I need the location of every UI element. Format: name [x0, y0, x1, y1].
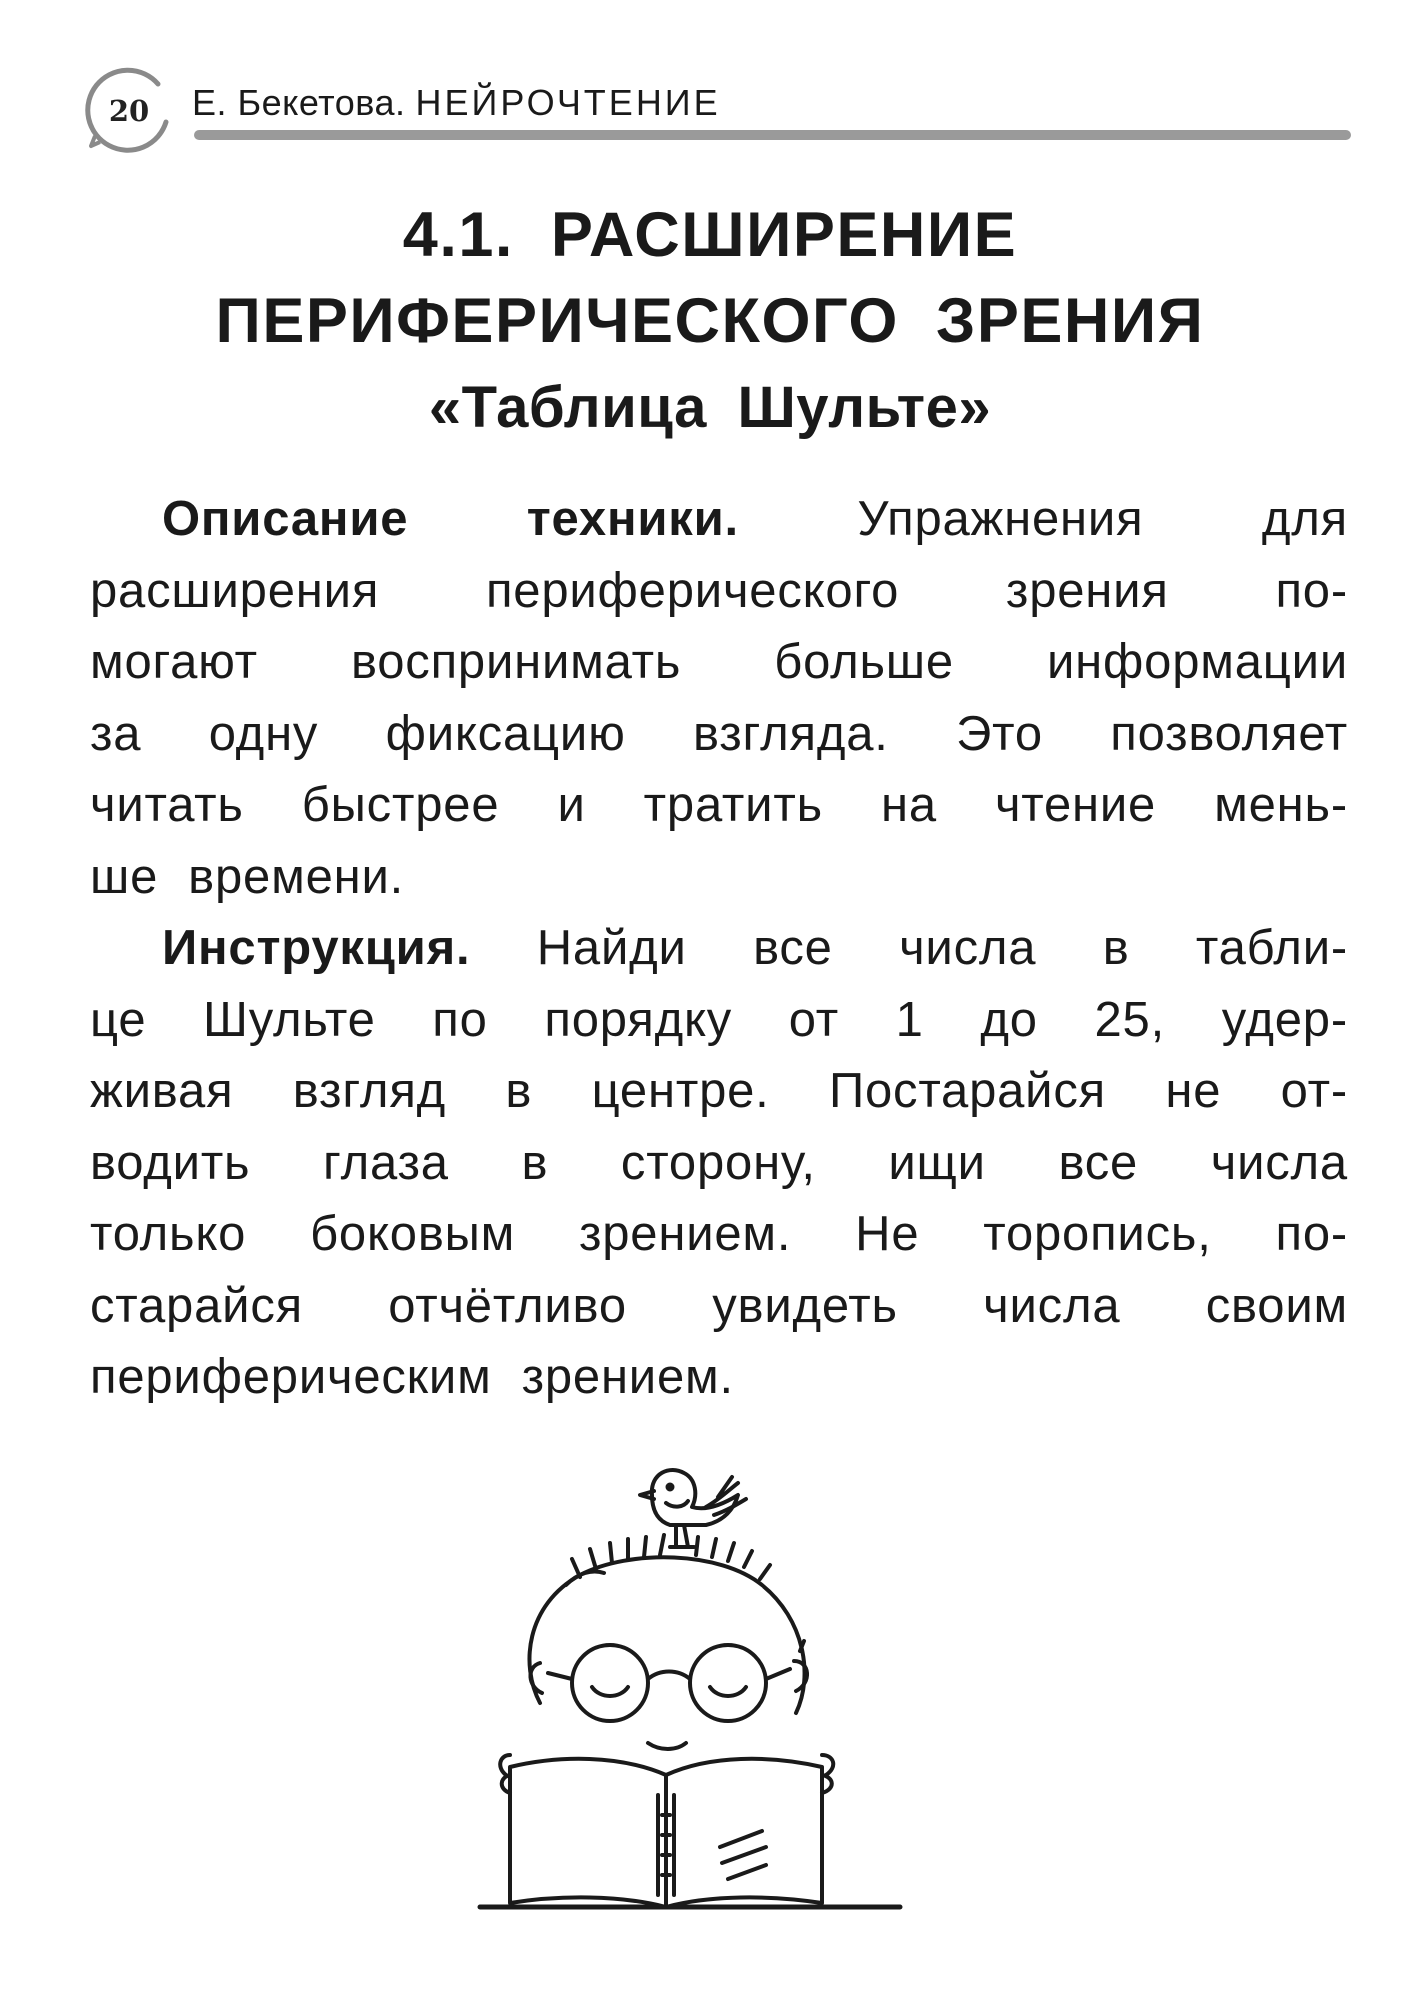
word: мень- [1214, 778, 1348, 832]
word: тратить [643, 778, 823, 832]
author-name: Е. Бекетова. [192, 82, 406, 123]
word: периферическим [90, 1350, 492, 1404]
word: старайся [90, 1278, 303, 1333]
word: от- [1280, 1064, 1348, 1118]
word: одну [208, 706, 319, 761]
word: числа [983, 1278, 1121, 1333]
word: фиксацию [385, 706, 626, 761]
instruction-line [90, 913, 1348, 985]
word: не [1165, 1064, 1222, 1118]
page-number-badge [80, 60, 176, 160]
word: 1 [895, 992, 924, 1047]
reading-boy-illustration [470, 1455, 910, 1915]
description-line [90, 699, 1348, 771]
word: отчётливо [388, 1278, 627, 1333]
word: табли- [1195, 921, 1348, 975]
word: Упражнения [857, 492, 1144, 546]
word: в [1102, 921, 1130, 975]
word: торопись, [983, 1207, 1212, 1261]
word: Шульте [203, 992, 376, 1047]
word: ищи [888, 1135, 986, 1190]
word: и [557, 778, 586, 832]
section-heading [0, 192, 1420, 450]
description-line [90, 627, 1348, 699]
word: 25, [1094, 992, 1166, 1047]
word: Не [855, 1207, 920, 1261]
word: по- [1275, 1207, 1348, 1261]
word: периферического [485, 563, 900, 618]
word: сторону, [620, 1135, 816, 1190]
word: зрения [1005, 563, 1169, 618]
word: глаза [323, 1135, 449, 1190]
instruction-line [90, 1271, 1348, 1343]
word: зрением. [578, 1207, 792, 1261]
word: своим [1205, 1278, 1348, 1333]
body-text [90, 484, 1348, 1414]
word: до [980, 992, 1038, 1047]
word: расширения [90, 563, 380, 618]
instruction-paragraph [90, 913, 1348, 1414]
word: по- [1275, 563, 1348, 618]
word: взгляда. [693, 706, 889, 761]
section-title-line-2: ПЕРИФЕРИЧЕСКОГО ЗРЕНИЯ [215, 286, 1205, 356]
word: боковым [310, 1207, 516, 1261]
word: за [90, 706, 142, 761]
word: больше [774, 635, 954, 689]
page-number: 20 [108, 94, 150, 128]
header-rule [194, 130, 1351, 140]
word: числа [1210, 1135, 1348, 1190]
word: Найди [536, 921, 687, 975]
word: Постарайся [828, 1064, 1106, 1118]
word: центре. [591, 1064, 770, 1118]
word: информации [1047, 635, 1348, 689]
word: ше [90, 849, 159, 904]
description-label-word: Описание [162, 492, 409, 546]
word: порядку [544, 992, 733, 1047]
word: от [788, 992, 839, 1047]
word: только [90, 1207, 247, 1261]
word: все [1058, 1135, 1139, 1190]
word: числа [899, 921, 1037, 975]
word: все [753, 921, 833, 975]
word: водить [90, 1135, 251, 1190]
running-head [192, 82, 721, 124]
description-line [90, 842, 1348, 914]
word: быстрее [301, 778, 500, 832]
instruction-line [90, 1342, 1348, 1414]
word: живая [90, 1064, 234, 1118]
word: времени. [188, 849, 405, 904]
section-title-line-1: 4.1. РАСШИРЕНИЕ [402, 200, 1018, 270]
word: воспринимать [350, 635, 682, 689]
word: в [521, 1135, 549, 1190]
description-line [90, 770, 1348, 842]
description-line [90, 556, 1348, 628]
page-header [80, 40, 1350, 150]
word: зрением. [521, 1350, 734, 1404]
instruction-line [90, 1199, 1348, 1271]
word: в [505, 1064, 533, 1118]
word: чтение [994, 778, 1157, 832]
word: взгляд [292, 1064, 447, 1118]
word: на [880, 778, 937, 832]
description-paragraph [90, 484, 1348, 913]
word: по [432, 992, 488, 1047]
description-line [90, 484, 1348, 556]
word: це [90, 992, 147, 1047]
instruction-line [90, 985, 1348, 1057]
word: позволяет [1110, 706, 1348, 761]
word: могают [90, 635, 258, 689]
instruction-label-word: Инструкция. [162, 921, 471, 975]
word: для [1261, 492, 1348, 546]
word: увидеть [712, 1278, 898, 1333]
word: читать [90, 778, 244, 832]
word: удер- [1221, 992, 1348, 1047]
word: Это [956, 706, 1043, 761]
description-label-word: техники. [526, 492, 739, 546]
bird-icon [640, 1470, 746, 1547]
instruction-line [90, 1128, 1348, 1200]
section-subtitle: «Таблица Шульте» [428, 375, 992, 440]
instruction-line [90, 1056, 1348, 1128]
book-title: НЕЙРОЧТЕНИЕ [415, 82, 721, 123]
